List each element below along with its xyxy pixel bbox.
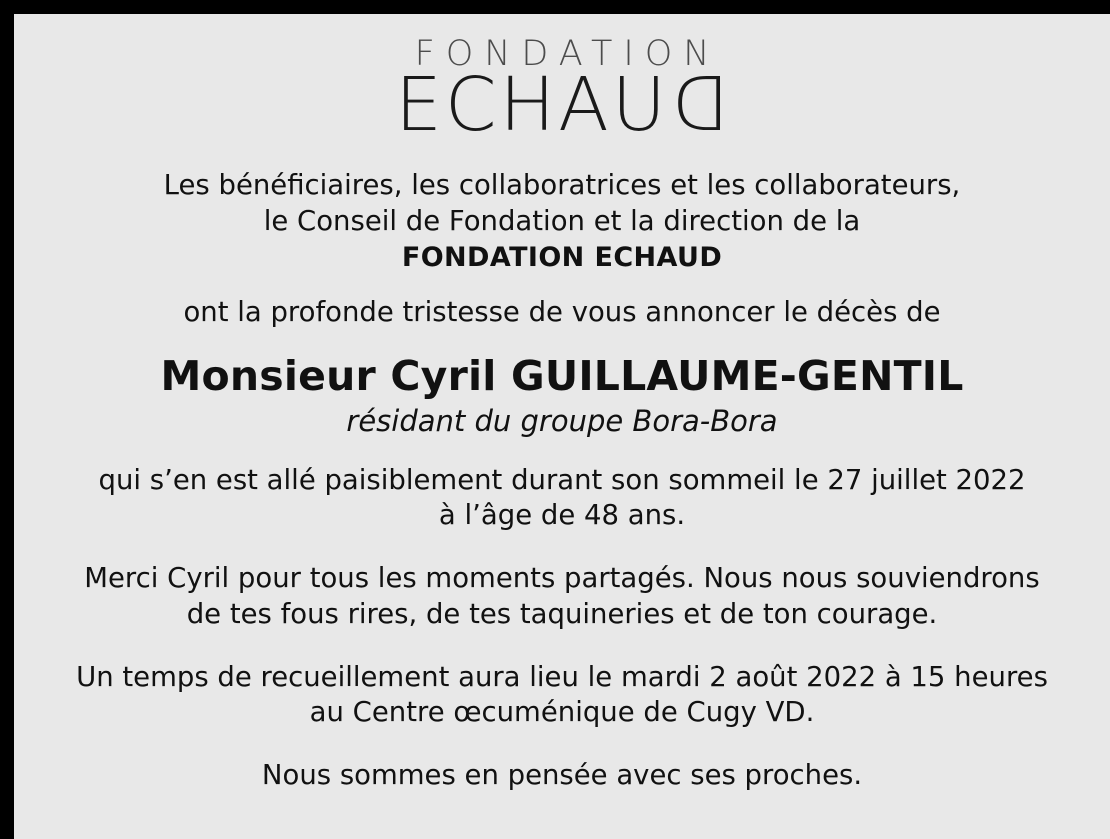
closing-line: Nous sommes en pensée avec ses proches.	[261, 759, 863, 792]
passing-line-1: qui s’en est allé paisiblement durant son sommeil le 27 juillet 2022	[98, 463, 1026, 496]
tribute-line-2: de tes fous rires, de tes taquineries et de ton courage.	[186, 597, 938, 630]
deceased-block	[42, 331, 1082, 441]
intro-foundation-name: FONDATION ECHAUD	[401, 241, 723, 273]
fondation-echaud-logo	[367, 34, 757, 148]
logo-echau-text: ECHAU	[395, 61, 669, 148]
closing-block	[42, 758, 1082, 794]
announcement-block	[42, 295, 1082, 331]
logo-line-fondation: FONDATION	[414, 34, 721, 74]
passing-block	[42, 463, 1082, 535]
notice-inner	[14, 14, 1110, 839]
deceased-residence: résidant du groupe Bora-Bora	[346, 403, 778, 438]
intro-block	[42, 168, 1082, 275]
intro-line-2: le Conseil de Fondation et la direction de la	[263, 205, 861, 238]
ceremony-line-1: Un temps de recueillement aura lieu le mardi 2 août 2022 à 15 heures	[76, 660, 1048, 693]
passing-line-2: à l’âge de 48 ans.	[438, 499, 686, 532]
tribute-block	[42, 561, 1082, 633]
logo-mirrored-d: D	[668, 61, 729, 148]
ceremony-block	[42, 660, 1082, 732]
announcement-line: ont la profonde tristesse de vous annoncer le décès de	[183, 296, 941, 329]
tribute-line-1: Merci Cyril pour tous les moments partagés. Nous nous souviendrons	[84, 562, 1040, 595]
ceremony-line-2: au Centre œcuménique de Cugy VD.	[309, 696, 815, 729]
logo-line-echaud	[367, 61, 757, 148]
intro-line-1: Les bénéficiaires, les collaboratrices et les collaborateurs,	[163, 169, 961, 202]
deceased-name: Monsieur Cyril GUILLAUME-GENTIL	[160, 351, 964, 400]
